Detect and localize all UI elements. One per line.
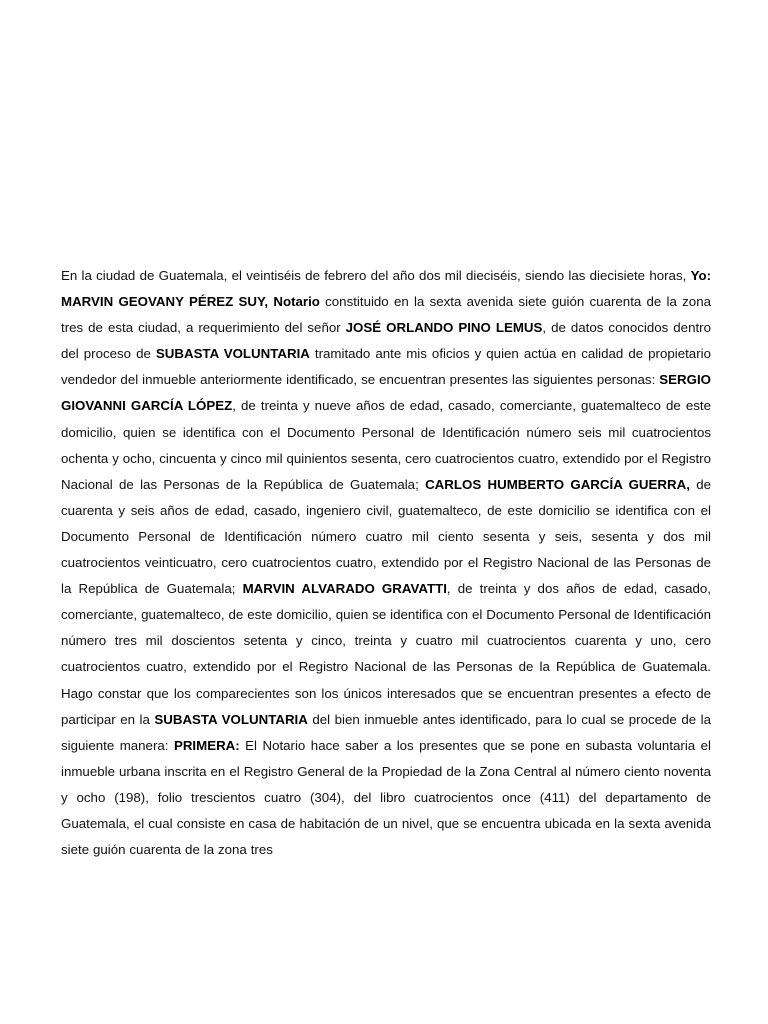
text-segment: del bien inmueble antes identificado, para lo cual se procede de la siguiente manera: bbox=[61, 711, 711, 753]
requester-name: JOSÉ ORLANDO PINO LEMUS bbox=[345, 320, 543, 336]
document-paragraph bbox=[61, 263, 711, 863]
text-segment: , de datos conocidos dentro del proceso de bbox=[61, 320, 711, 362]
text-segment: constituido en la sexta avenida siete guión cuarenta de la zona tres de esta ciudad, a requerimiento del señor bbox=[61, 294, 711, 336]
participant-name: MARVIN ALVARADO GRAVATTI bbox=[242, 581, 447, 597]
text-segment: tramitado ante mis oficios y quien actúa en calidad de propietario vendedor del inmueble anteriormente identificado, se encuentran presentes las siguientes personas: bbox=[61, 346, 711, 388]
text-segment: En la ciudad de Guatemala, el veintiséis de febrero del año dos mil dieciséis, siendo las diecisiete horas, bbox=[61, 268, 691, 283]
participant-name: CARLOS HUMBERTO GARCÍA GUERRA, bbox=[425, 476, 690, 492]
text-segment: , de treinta y dos años de edad, casado, comerciante, guatemalteco, de este domicilio, quien se identifica con el Documento Personal de Identificación número tres mil doscientos setenta y cinco, treinta y cuatro mil cuatrocientos cuarenta y uno, cero cuatrocientos cuatro, extendido por el Registro Nacional de las Personas de la República de Guatemala. Hago constar que los comparecientes son los únicos interesados que se encuentran presentes a efecto de participar en la bbox=[61, 581, 712, 727]
text-segment: de cuarenta y seis años de edad, casado, ingeniero civil, guatemalteco, de este domicilio se identifica con el Documento Personal de Identificación número cuatro mil ciento sesenta y seis, sesenta y dos mil cuatrocientos veinticuatro, cero cuatrocientos cuatro, extendido por el Registro Nacional de las Personas de la República de Guatemala; bbox=[61, 476, 711, 597]
process-name: SUBASTA VOLUNTARIA bbox=[155, 346, 310, 362]
clause-heading: PRIMERA: bbox=[173, 737, 240, 753]
text-segment: , de treinta y nueve años de edad, casado, comerciante, guatemalteco de este domicilio, quien se identifica con el Documento Personal de Identificación número seis mil cuatrocientos ochenta y ocho, cincuenta y cinco mil quinientos sesenta, cero cuatrocientos cuatro, extendido por el Registro Nacional de las Personas de la República de Guatemala; bbox=[61, 398, 711, 492]
text-segment: El Notario hace saber a los presentes que se pone en subasta voluntaria el inmueble urbana inscrita en el Registro General de la Propiedad de la Zona Central al número ciento noventa y ocho (198), folio trescientos cuatro (304), del libro cuatrocientos once (411) del departamento de Guatemala, el cual consiste en casa de habitación de un nivel, que se encuentra ubicada en la sexta avenida siete guión cuarenta de la zona tres bbox=[61, 737, 712, 858]
participant-name: SERGIO GIOVANNI GARCÍA LÓPEZ bbox=[61, 372, 711, 414]
notary-name: Yo: MARVIN GEOVANY PÉREZ SUY, Notario bbox=[61, 268, 711, 310]
process-name: SUBASTA VOLUNTARIA bbox=[154, 711, 308, 727]
